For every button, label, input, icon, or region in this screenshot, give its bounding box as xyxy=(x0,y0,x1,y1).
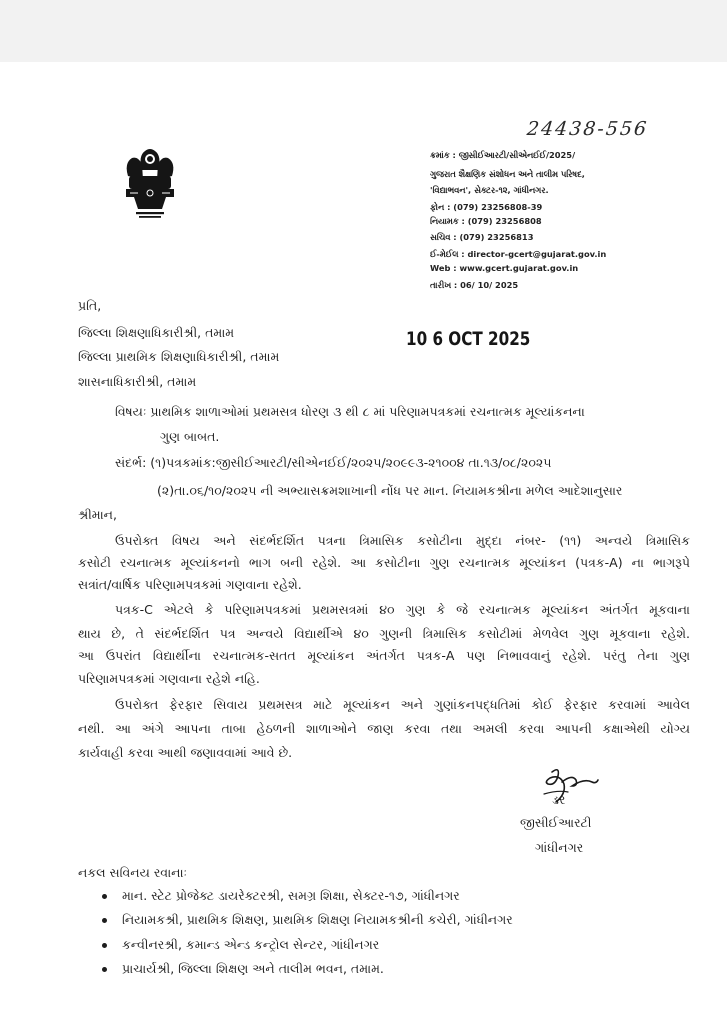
reference-line: (૨)તા.૦૬/૧૦/૨૦૨૫ ની અભ્યાસક્રમશાખાની નોંધ પર માન. નિયામકશ્રીના મળેલ આદેશાનુસાર xyxy=(157,483,623,498)
letter-date: તારીખ : 06/ 10/ 2025 xyxy=(430,280,519,290)
paragraph-line: ઉપરોક્ત ફેરફાર સિવાય પ્રથમસત્ર માટે મૂલ્યાંકન અને ગુણાંકનપદ્ધતિમાં કોઈ ફેરફાર કરવામાં આવેલ xyxy=(115,697,690,712)
website: Web : www.gcert.gujarat.gov.in xyxy=(430,263,579,273)
organization-name: ગુજરાત શૈક્ષણિક સંશોધન અને તાલીમ પરિષદ, xyxy=(430,169,585,179)
signatory-office: જીસીઈઆરટી xyxy=(520,815,592,830)
addressee-line: જિલ્લા શિક્ષણાધિકારીશ્રી, તમામ xyxy=(78,325,235,340)
copy-to-heading: નકલ સવિનય રવાનાઃ xyxy=(78,865,188,880)
director-phone: નિયામક : (079) 23256808 xyxy=(430,216,542,226)
organization-address: 'વિદ્યાભવન', સેક્ટર-૧૨, ગાંધીનગર. xyxy=(430,185,549,195)
copy-to-item: કન્વીનરશ્રી, કમાન્ડ એન્ડ કન્ટ્રોલ સેન્ટર, ગાંધીનગર xyxy=(122,937,380,952)
paragraph-line: કસોટી રચનાત્મક મૂલ્યાંકનનો ભાગ બની રહેશે. આ કસોટીના ગુણ રચનાત્મક મૂલ્યાંકન (પત્રક-A) ના ભાગરૂપે xyxy=(78,555,690,570)
copy-to-item: પ્રાચાર્યશ્રી, જિલ્લા શિક્ષણ અને તાલીમ ભવન, તમામ. xyxy=(122,961,384,976)
addressee-line: શાસનાધિકારીશ્રી, તમામ xyxy=(78,374,197,389)
bullet-icon xyxy=(102,918,107,923)
received-date-stamp: 10 6 OCT 2025 xyxy=(406,328,531,350)
bullet-icon xyxy=(102,894,107,899)
paragraph-line: ઉપરોક્ત વિષય અને સંદર્ભદર્શિત પત્રના ત્રિમાસિક કસોટીના મુદ્દા નંબર- (૧૧) અન્વયે ત્રિમાસિક xyxy=(115,533,690,548)
bullet-icon xyxy=(102,943,107,948)
reference-line: સંદર્ભ: (૧)પત્રકમાંક:જીસીઈઆરટી/સીએનઈઈ/૨૦૨૫/૨૦૯૯૩-૨૧૦૦૪ તા.૧૩/૦૮/૨૦૨૫ xyxy=(115,455,552,470)
signatory-city: ગાંધીનગર xyxy=(535,840,584,855)
secretary-phone: સચિવ : (079) 23256813 xyxy=(430,232,534,242)
handwritten-number: 24438-556 xyxy=(525,118,650,140)
addressee-to: પ્રતિ, xyxy=(78,298,102,313)
salutation: શ્રીમાન, xyxy=(78,507,117,522)
paragraph-line: આ ઉપરાંત વિદ્યાર્થીના રચનાત્મક-સતત મૂલ્યાંકન અંતર્ગત પત્રક-A પણ નિભાવવાનું રહેશે. પરંતુ તેના ગુણ xyxy=(78,648,690,663)
paragraph-line: પત્રક-C એટલે કે પરિણામપત્રકમાં પ્રથમસત્રમાં ૪૦ ગુણ કે જે રચનાત્મક મૂલ્યાંકન અંતર્ગત મૂકવાના xyxy=(115,602,690,617)
paragraph-line: નથી. આ અંગે આપના તાબા હેઠળની શાળાઓને જાણ કરવા તથા અમલી કરવા આપની કક્ષાએથી યોગ્ય xyxy=(78,721,690,736)
copy-to-item: નિયામકશ્રી, પ્રાથમિક શિક્ષણ, પ્રાથમિક શિક્ષણ નિયામકશ્રીની કચેરી, ગાંધીનગર xyxy=(122,912,513,927)
paragraph-line: થાય છે, તે સંદર્ભદર્શિત પત્ર અન્વયે વિદ્યાર્થીએ ૪૦ ગુણની ત્રિમાસિક કસોટીમાં મેળવેલ ગુણ મૂકવાના રહેશે. xyxy=(78,626,690,641)
signature-mark xyxy=(538,764,602,806)
paragraph-line: કાર્યવાહી કરવા આથી જણાવવામાં આવે છે. xyxy=(78,745,293,760)
paragraph-line: સત્રાંત/વાર્ષિક પરિણામપત્રકમાં ગણવાના રહેશે. xyxy=(78,577,302,592)
phone-number: ફોન : (079) 23256808-39 xyxy=(430,202,543,212)
copy-to-item: માન. સ્ટેટ પ્રોજેક્ટ ડાયરેક્ટરશ્રી, સમગ્ર શિક્ષા, સેક્ટર-૧૭, ગાંધીનગર xyxy=(122,888,460,903)
addressee-line: જિલ્લા પ્રાથમિક શિક્ષણાધિકારીશ્રી, તમામ xyxy=(78,349,280,364)
email-address: ઈ-મેઈલ : director-gcert@gujarat.gov.in xyxy=(430,249,607,259)
signatory-designation: ડર xyxy=(552,792,566,807)
top-bar xyxy=(0,0,727,62)
bullet-icon xyxy=(102,967,107,972)
reference-number: ક્રમાંક : જીસીઈઆરટી/સીએનઈઈ/2025/ xyxy=(430,150,576,160)
state-emblem-icon xyxy=(121,146,179,222)
subject-line: ગુણ બાબત. xyxy=(160,429,220,444)
paragraph-line: પરિણામપત્રકમાં ગણવાના રહેશે નહિ. xyxy=(78,671,260,686)
subject-line: વિષયઃ પ્રાથમિક શાળાઓમાં પ્રથમસત્ર ધોરણ ૩ થી ૮ માં પરિણામપત્રકમાં રચનાત્મક મૂલ્યાંકનના xyxy=(115,404,585,419)
